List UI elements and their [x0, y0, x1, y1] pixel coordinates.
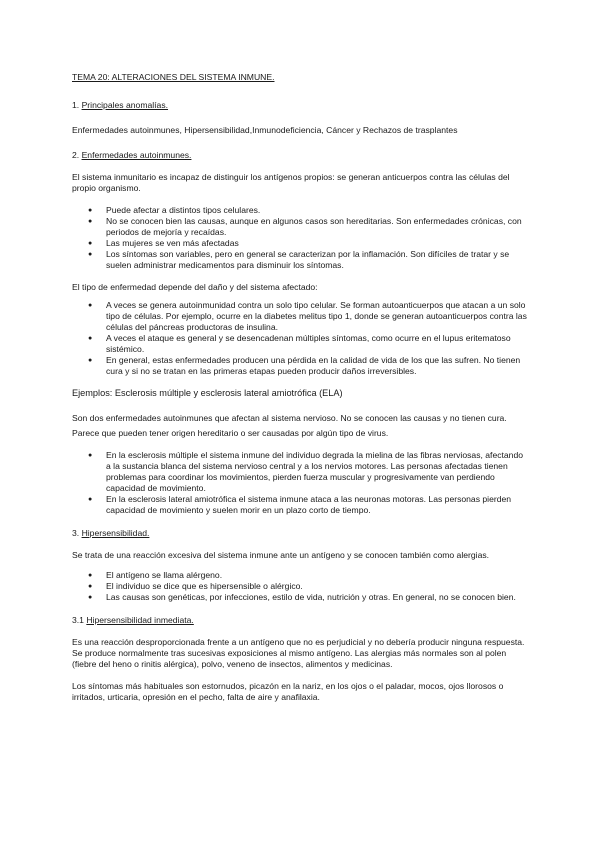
section-3-title: Hipersensibilidad. — [81, 528, 150, 538]
section-3-heading — [72, 528, 528, 539]
section-2-title: Enfermedades autoinmunes. — [81, 150, 192, 160]
section-1-text: Enfermedades autoinmunes, Hipersensibilidad,Inmunodeficiencia, Cáncer y Rechazos de trasplantes — [72, 125, 458, 135]
list-item: ● El individuo se dice que es hipersensible o alérgico. — [72, 581, 528, 592]
section-2-bullet-list-2 — [72, 300, 528, 377]
document-page — [72, 72, 528, 703]
list-item: ● El antígeno se llama alérgeno. — [72, 570, 528, 581]
section-3-1-title: Hipersensibilidad inmediata. — [86, 615, 194, 625]
section-3-1-text-1: Es una reacción desproporcionada frente a un antígeno que no es perjudicial y no debería producir ninguna respuesta. Se produce normalmente tras sucesivas exposiciones al mismo antígeno. Las alergias más normales son al polen (fiebre del heno o rinitis alérgica), polvo, veneno de insectos, alimentos y medicinas. — [72, 637, 525, 669]
section-1-title: Principales anomalías. — [81, 100, 169, 110]
examples-text: Son dos enfermedades autoinmunes que afectan al sistema nervioso. No se conocen las causas y no tienen cura. Parece que pueden tener origen hereditario o ser causadas por algún tipo de virus. — [72, 413, 507, 438]
list-item: ● Los síntomas son variables, pero en general se caracterizan por la inflamación. Son difíciles de tratar y se suelen administrar medicamentos para disminuir los síntomas. — [72, 249, 528, 271]
section-2-type-text: El tipo de enfermedad depende del daño y del sistema afectado: — [72, 282, 318, 292]
section-2-number: 2. — [72, 150, 82, 160]
list-item: ● No se conocen bien las causas, aunque en algunos casos son hereditarias. Son enfermedades crónicas, con periodos de mejoría y recaídas. — [72, 216, 528, 238]
examples-heading: Ejemplos: Esclerosis múltiple y esclerosis lateral amiotrófica (ELA) — [72, 388, 343, 398]
list-item: ● Las mujeres se ven más afectadas — [72, 238, 528, 249]
section-1-number: 1. — [72, 100, 82, 110]
list-item: ● A veces el ataque es general y se desencadenan múltiples síntomas, como ocurre en el lupus eritematoso sistémico. — [72, 333, 528, 355]
page-title: TEMA 20: ALTERACIONES DEL SISTEMA INMUNE. — [72, 72, 275, 82]
section-3-1-text-2: Los síntomas más habituales son estornudos, picazón en la nariz, en los ojos o el paladar, mocos, ojos llorosos o irritados, urticaria, opresión en el pecho, falta de aire y anafilaxia. — [72, 681, 504, 702]
section-1-heading — [72, 100, 528, 111]
list-item: ● En general, estas enfermedades producen una pérdida en la calidad de vida de los que las sufren. No tienen cura y si no se tratan en las primeras etapas pueden producir daños irreversibles. — [72, 355, 528, 377]
section-3-1-number: 3.1 — [72, 615, 87, 625]
list-item: ● A veces se genera autoinmunidad contra un solo tipo celular. Se forman autoanticuerpos que atacan a un solo tipo de células. Por ejemplo, ocurre en la diabetes melitus tipo 1, donde se generan autoanticuerpos contra las células del páncreas productoras de insulina. — [72, 300, 528, 333]
section-3-1-heading — [72, 615, 528, 626]
list-item: ● En la esclerosis lateral amiotrófica el sistema inmune ataca a las neuronas motoras. Las personas pierden capacidad de movimiento y suelen morir en un plazo corto de tiempo. — [72, 494, 528, 516]
section-2-intro: El sistema inmunitario es incapaz de distinguir los antígenos propios: se generan anticuerpos contra las células del propio organismo. — [72, 172, 510, 193]
section-3-number: 3. — [72, 528, 82, 538]
list-item: ● Puede afectar a distintos tipos celulares. — [72, 205, 528, 216]
list-item: ● Las causas son genéticas, por infecciones, estilo de vida, nutrición y otras. En general, no se conocen bien. — [72, 592, 528, 603]
section-2-heading — [72, 150, 528, 161]
section-3-intro: Se trata de una reacción excesiva del sistema inmune ante un antígeno y se conocen también como alergias. — [72, 550, 490, 560]
section-3-bullet-list — [72, 570, 528, 603]
section-2-bullet-list-3 — [72, 450, 528, 516]
list-item: ● En la esclerosis múltiple el sistema inmune del individuo degrada la mielina de las fibras nerviosas, afectando a la sustancia blanca del sistema nervioso central y a los nervios motores. Las personas afectadas tienen problemas para coordinar los movimientos, pierden fuerza muscular y progresivamente van perdiendo capacidad de movimiento. — [72, 450, 528, 494]
section-2-bullet-list-1 — [72, 205, 528, 271]
